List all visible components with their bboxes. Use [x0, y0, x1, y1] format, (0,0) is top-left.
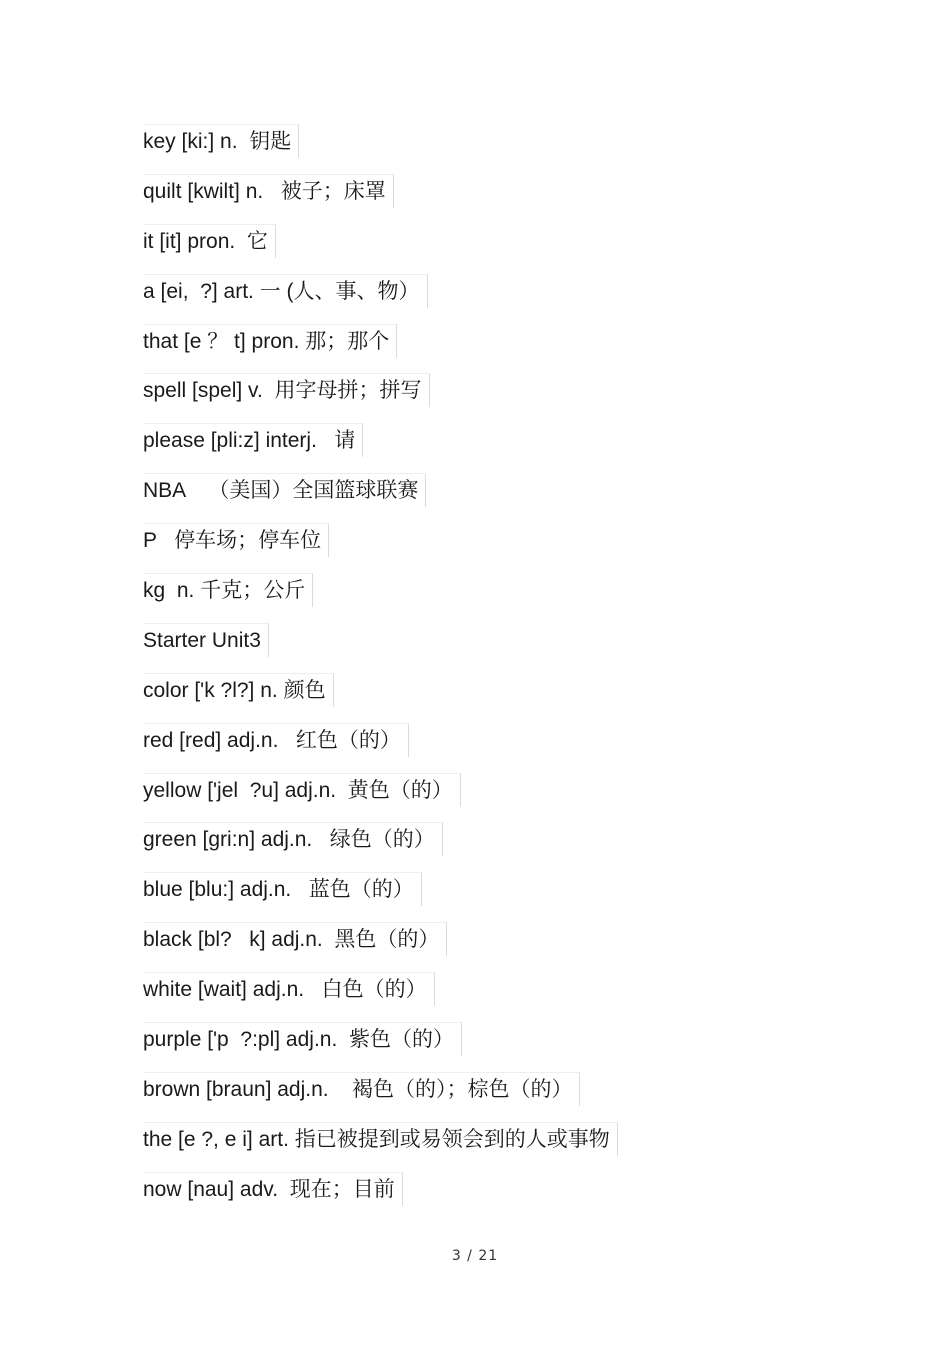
- list-item: [143, 1122, 843, 1172]
- vocab-entry: quilt [kwilt] n. 被子；床罩: [143, 174, 394, 208]
- vocab-entry: color ['k ?l?] n. 颜色: [143, 673, 334, 707]
- list-item: [143, 473, 843, 523]
- list-item: [143, 773, 843, 823]
- vocab-entry: white [wait] adj.n. 白色（的）: [143, 972, 435, 1006]
- vocab-entry: green [gri:n] adj.n. 绿色（的）: [143, 822, 443, 856]
- list-item: [143, 1022, 843, 1072]
- section-heading: Starter Unit3: [143, 623, 269, 657]
- vocab-entry: black [bl? k] adj.n. 黑色（的）: [143, 922, 447, 956]
- list-item: [143, 324, 843, 374]
- list-item: [143, 1072, 843, 1122]
- vocab-entry: P 停车场；停车位: [143, 523, 329, 557]
- list-item: [143, 1172, 843, 1222]
- list-item: [143, 174, 843, 224]
- vocab-entry: NBA （美国）全国篮球联赛: [143, 473, 426, 507]
- list-item: [143, 922, 843, 972]
- vocab-entry: the [e ?, e i] art. 指已被提到或易领会到的人或事物: [143, 1122, 618, 1156]
- vocab-entry: yellow ['jel ?u] adj.n. 黄色（的）: [143, 773, 461, 807]
- vocab-entry: kg n. 千克；公斤: [143, 573, 313, 607]
- list-item: [143, 673, 843, 723]
- vocab-entry: brown [braun] adj.n. 褐色（的）；棕色（的）: [143, 1072, 580, 1106]
- list-item: [143, 124, 843, 174]
- list-item: [143, 224, 843, 274]
- list-item: [143, 274, 843, 324]
- vocabulary-list: [143, 124, 843, 1222]
- vocab-entry: it [it] pron. 它: [143, 224, 276, 258]
- list-item: [143, 822, 843, 872]
- vocab-entry: please [pli:z] interj. 请: [143, 423, 363, 457]
- vocab-entry: purple ['p ?:pl] adj.n. 紫色（的）: [143, 1022, 462, 1056]
- vocab-entry: red [red] adj.n. 红色（的）: [143, 723, 409, 757]
- vocab-entry: key [ki:] n. 钥匙: [143, 124, 299, 158]
- list-item: [143, 373, 843, 423]
- list-item: [143, 573, 843, 623]
- vocab-entry: now [nau] adv. 现在；目前: [143, 1172, 403, 1206]
- list-item: [143, 423, 843, 473]
- vocab-entry: that [e ？ t] pron. 那；那个: [143, 324, 397, 358]
- list-item: [143, 623, 843, 673]
- vocab-entry: blue [blu:] adj.n. 蓝色（的）: [143, 872, 422, 906]
- list-item: [143, 523, 843, 573]
- vocab-entry: a [ei, ?] art. 一 (人、事、物）: [143, 274, 428, 308]
- list-item: [143, 872, 843, 922]
- page-number: 3 / 21: [451, 1248, 499, 1264]
- list-item: [143, 972, 843, 1022]
- list-item: [143, 723, 843, 773]
- vocab-entry: spell [spel] v. 用字母拼；拼写: [143, 373, 430, 407]
